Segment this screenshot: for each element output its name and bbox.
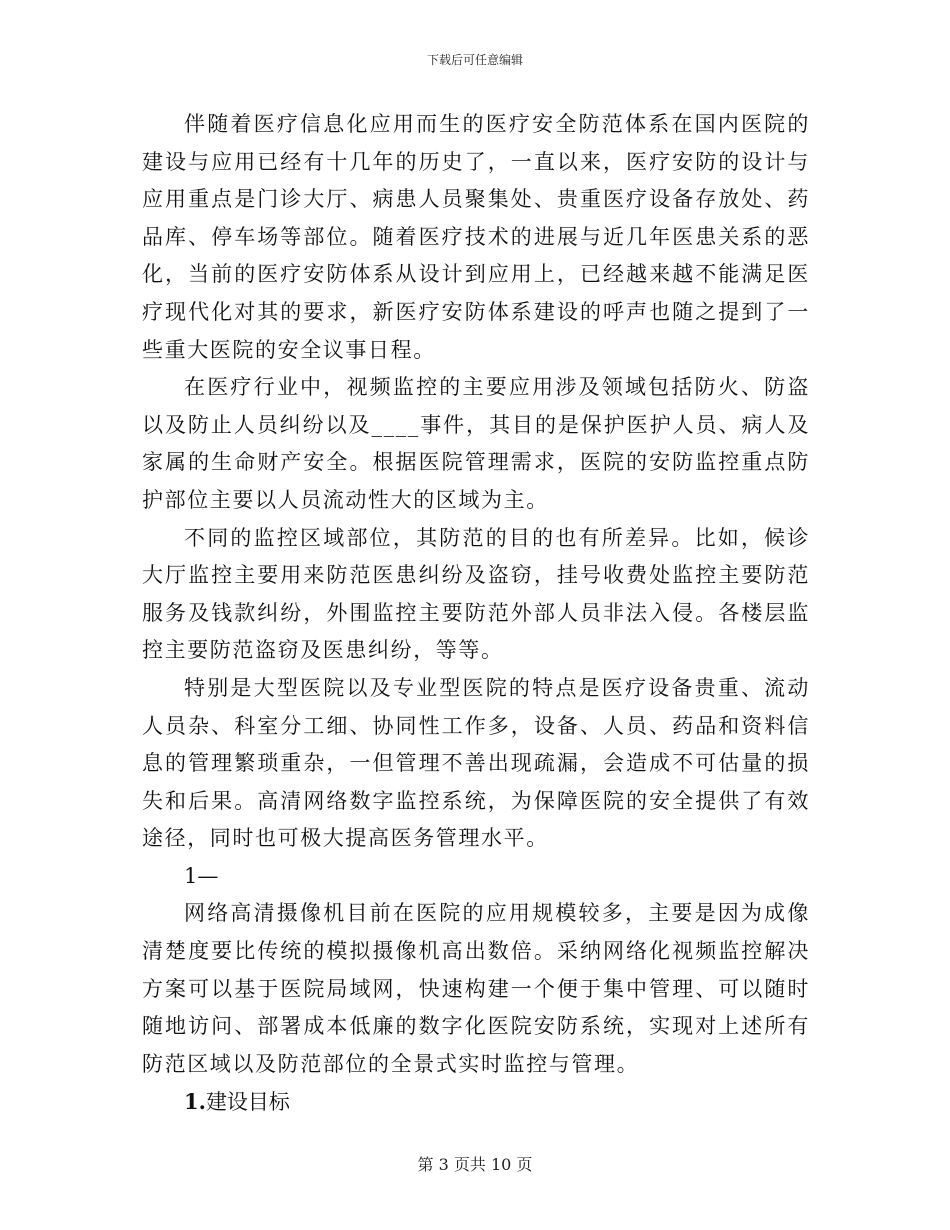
section-heading — [142, 1083, 810, 1122]
section-heading-title: 建设目标 — [205, 1090, 290, 1115]
page-footer: 第 3 页共 10 页 — [417, 1155, 533, 1174]
paragraph: 网络高清摄像机目前在医院的应用规模较多，主要是因为成像清楚度要比传统的模拟摄像机高出数倍。采纳网络化视频监控解决方案可以基于医院局域网，快速构建一个便于集中管理、可以随时随地访问、部署成本低廉的数字化医院安防系统，实现对上述所有防范区域以及防范部位的全景式实时监控与管理。 — [142, 901, 810, 1076]
paragraph: 不同的监控区域部位，其防范的目的也有所差异。比如，候诊大厅监控主要用来防范医患纠纷及盗窃，挂号收费处监控主要防范服务及钱款纠纷，外围监控主要防范外部人员非法入侵。各楼层监控主要防范盗窃及医患纠纷，等等。 — [142, 525, 810, 663]
paragraph: 特别是大型医院以及专业型医院的特点是医疗设备贵重、流动人员杂、科室分工细、协同性工作多，设备、人员、药品和资料信息的管理繁琐重杂，一但管理不善出现疏漏，会造成不可估量的损失和后果。高清网络数字监控系统，为保障医院的安全提供了有效途径，同时也可极大提高医务管理水平。 — [142, 675, 810, 851]
section-marker: 1— — [184, 863, 219, 888]
document-body — [142, 106, 810, 1122]
paragraph: 伴随着医疗信息化应用而生的医疗安全防范体系在国内医院的建设与应用已经有十几年的历史了，一直以来，医疗安防的设计与应用重点是门诊大厅、病患人员聚集处、贵重医疗设备存放处、药品库、停车场等部位。随着医疗技术的进展与近几年医患关系的恶化，当前的医疗安防体系从设计到应用上，已经越来越不能满足医疗现代化对其的要求，新医疗安防体系建设的呼声也随之提到了一些重大医院的安全议事日程。 — [142, 112, 810, 362]
paragraph: 在医疗行业中，视频监控的主要应用涉及领域包括防火、防盗以及防止人员纠纷以及____事件，其目的是保护医护人员、病人及家属的生命财产安全。根据医院管理需求，医院的安防监控重点防护部位主要以人员流动性大的区域为主。 — [142, 375, 810, 512]
page-header: 下载后可任意编辑 — [426, 53, 523, 67]
section-heading-number: 1. — [184, 1089, 206, 1115]
